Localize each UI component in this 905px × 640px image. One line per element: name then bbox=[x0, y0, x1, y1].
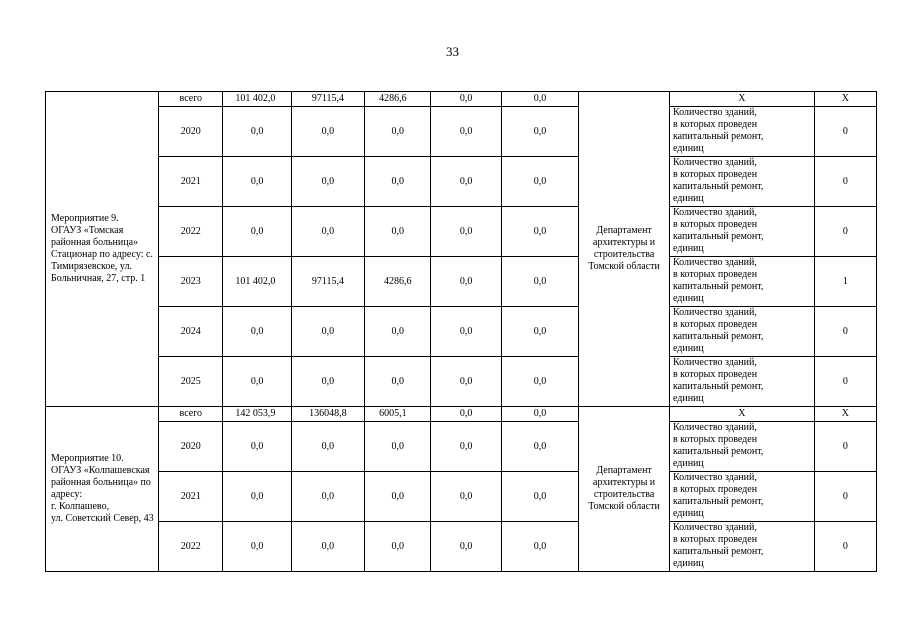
value-cell: 0,0 bbox=[223, 522, 291, 572]
value-cell: 136048,8 bbox=[291, 407, 364, 422]
value-cell: 0,0 bbox=[431, 207, 501, 257]
table-row bbox=[46, 422, 877, 472]
indicator-value-cell: 0 bbox=[814, 357, 876, 407]
indicator-cell: X bbox=[669, 407, 814, 422]
value-cell: 101 402,0 bbox=[223, 92, 291, 107]
table-row bbox=[46, 357, 877, 407]
value-cell: 0,0 bbox=[501, 92, 578, 107]
value-cell: 0,0 bbox=[291, 157, 364, 207]
indicator-value-cell: X bbox=[814, 407, 876, 422]
value-cell: 0,0 bbox=[431, 522, 501, 572]
value-cell: 0,0 bbox=[501, 407, 578, 422]
indicator-value-cell: 1 bbox=[814, 257, 876, 307]
indicator-value-cell: 0 bbox=[814, 307, 876, 357]
table-row bbox=[46, 307, 877, 357]
total-label-cell: всего bbox=[159, 407, 223, 422]
value-cell: 97115,4 bbox=[291, 257, 364, 307]
indicator-cell: Количество зданий, в которых проведен капитальный ремонт, единиц bbox=[669, 522, 814, 572]
value-cell: 0,0 bbox=[223, 157, 291, 207]
event-cell: Мероприятие 9. ОГАУЗ «Томская районная больница» Стационар по адресу: с. Тимирязевское, ул. Больничная, 27, стр. 1 bbox=[46, 92, 159, 407]
value-cell: 0,0 bbox=[365, 522, 431, 572]
page-number: 33 bbox=[446, 44, 459, 59]
value-cell: 0,0 bbox=[501, 157, 578, 207]
table-body bbox=[46, 92, 877, 572]
value-cell: 0,0 bbox=[431, 92, 501, 107]
value-cell: 0,0 bbox=[431, 257, 501, 307]
table-row bbox=[46, 257, 877, 307]
value-cell: 0,0 bbox=[291, 207, 364, 257]
value-cell: 0,0 bbox=[431, 407, 501, 422]
indicator-value-cell: 0 bbox=[814, 472, 876, 522]
value-cell: 0,0 bbox=[501, 207, 578, 257]
year-cell: 2021 bbox=[159, 472, 223, 522]
table-row bbox=[46, 107, 877, 157]
indicator-value-cell: 0 bbox=[814, 522, 876, 572]
value-cell: 142 053,9 bbox=[223, 407, 291, 422]
value-cell: 0,0 bbox=[223, 472, 291, 522]
year-cell: 2023 bbox=[159, 257, 223, 307]
indicator-cell: Количество зданий, в которых проведен капитальный ремонт, единиц bbox=[669, 257, 814, 307]
indicator-value-cell: 0 bbox=[814, 157, 876, 207]
table-row bbox=[46, 92, 877, 107]
value-cell: 0,0 bbox=[223, 107, 291, 157]
value-cell: 0,0 bbox=[365, 422, 431, 472]
value-cell: 0,0 bbox=[223, 307, 291, 357]
indicator-cell: Количество зданий, в которых проведен капитальный ремонт, единиц bbox=[669, 422, 814, 472]
value-cell: 6005,1 bbox=[365, 407, 431, 422]
value-cell: 0,0 bbox=[431, 357, 501, 407]
indicator-cell: Количество зданий, в которых проведен капитальный ремонт, единиц bbox=[669, 157, 814, 207]
indicator-value-cell: 0 bbox=[814, 422, 876, 472]
value-cell: 0,0 bbox=[431, 307, 501, 357]
value-cell: 0,0 bbox=[223, 207, 291, 257]
value-cell: 97115,4 bbox=[291, 92, 364, 107]
department-cell: Департамент архитектуры и строительства Томской области bbox=[579, 92, 670, 407]
indicator-cell: Количество зданий, в которых проведен капитальный ремонт, единиц bbox=[669, 207, 814, 257]
indicator-value-cell: 0 bbox=[814, 207, 876, 257]
indicator-cell: Количество зданий, в которых проведен капитальный ремонт, единиц bbox=[669, 472, 814, 522]
value-cell: 0,0 bbox=[223, 422, 291, 472]
value-cell: 0,0 bbox=[431, 472, 501, 522]
value-cell: 0,0 bbox=[431, 107, 501, 157]
value-cell: 101 402,0 bbox=[223, 257, 291, 307]
value-cell: 0,0 bbox=[291, 107, 364, 157]
year-cell: 2020 bbox=[159, 107, 223, 157]
value-cell: 0,0 bbox=[431, 157, 501, 207]
value-cell: 0,0 bbox=[365, 472, 431, 522]
value-cell: 0,0 bbox=[501, 107, 578, 157]
value-cell: 0,0 bbox=[365, 157, 431, 207]
value-cell: 0,0 bbox=[365, 207, 431, 257]
event-cell: Мероприятие 10. ОГАУЗ «Колпашевская районная больница» по адресу: г. Колпашево, ул. Советский Север, 43 bbox=[46, 407, 159, 572]
value-cell: 0,0 bbox=[365, 107, 431, 157]
value-cell: 0,0 bbox=[291, 522, 364, 572]
value-cell: 0,0 bbox=[501, 307, 578, 357]
department-cell: Департамент архитектуры и строительства Томской области bbox=[579, 407, 670, 572]
program-table bbox=[45, 91, 877, 572]
indicator-value-cell: 0 bbox=[814, 107, 876, 157]
value-cell: 0,0 bbox=[291, 472, 364, 522]
value-cell: 0,0 bbox=[365, 307, 431, 357]
value-cell: 4286,6 bbox=[365, 257, 431, 307]
value-cell: 0,0 bbox=[501, 472, 578, 522]
value-cell: 0,0 bbox=[365, 357, 431, 407]
value-cell: 0,0 bbox=[291, 307, 364, 357]
indicator-cell: Количество зданий, в которых проведен капитальный ремонт, единиц bbox=[669, 357, 814, 407]
value-cell: 0,0 bbox=[501, 357, 578, 407]
value-cell: 0,0 bbox=[501, 422, 578, 472]
table-row bbox=[46, 207, 877, 257]
indicator-cell: Количество зданий, в которых проведен капитальный ремонт, единиц bbox=[669, 307, 814, 357]
indicator-cell: X bbox=[669, 92, 814, 107]
value-cell: 0,0 bbox=[501, 522, 578, 572]
table-row bbox=[46, 407, 877, 422]
value-cell: 0,0 bbox=[223, 357, 291, 407]
year-cell: 2020 bbox=[159, 422, 223, 472]
table-row bbox=[46, 157, 877, 207]
indicator-value-cell: X bbox=[814, 92, 876, 107]
year-cell: 2024 bbox=[159, 307, 223, 357]
year-cell: 2022 bbox=[159, 207, 223, 257]
indicator-cell: Количество зданий, в которых проведен капитальный ремонт, единиц bbox=[669, 107, 814, 157]
value-cell: 0,0 bbox=[501, 257, 578, 307]
value-cell: 0,0 bbox=[291, 422, 364, 472]
value-cell: 0,0 bbox=[431, 422, 501, 472]
value-cell: 4286,6 bbox=[365, 92, 431, 107]
year-cell: 2022 bbox=[159, 522, 223, 572]
value-cell: 0,0 bbox=[291, 357, 364, 407]
year-cell: 2021 bbox=[159, 157, 223, 207]
year-cell: 2025 bbox=[159, 357, 223, 407]
total-label-cell: всего bbox=[159, 92, 223, 107]
table-row bbox=[46, 472, 877, 522]
table-row bbox=[46, 522, 877, 572]
